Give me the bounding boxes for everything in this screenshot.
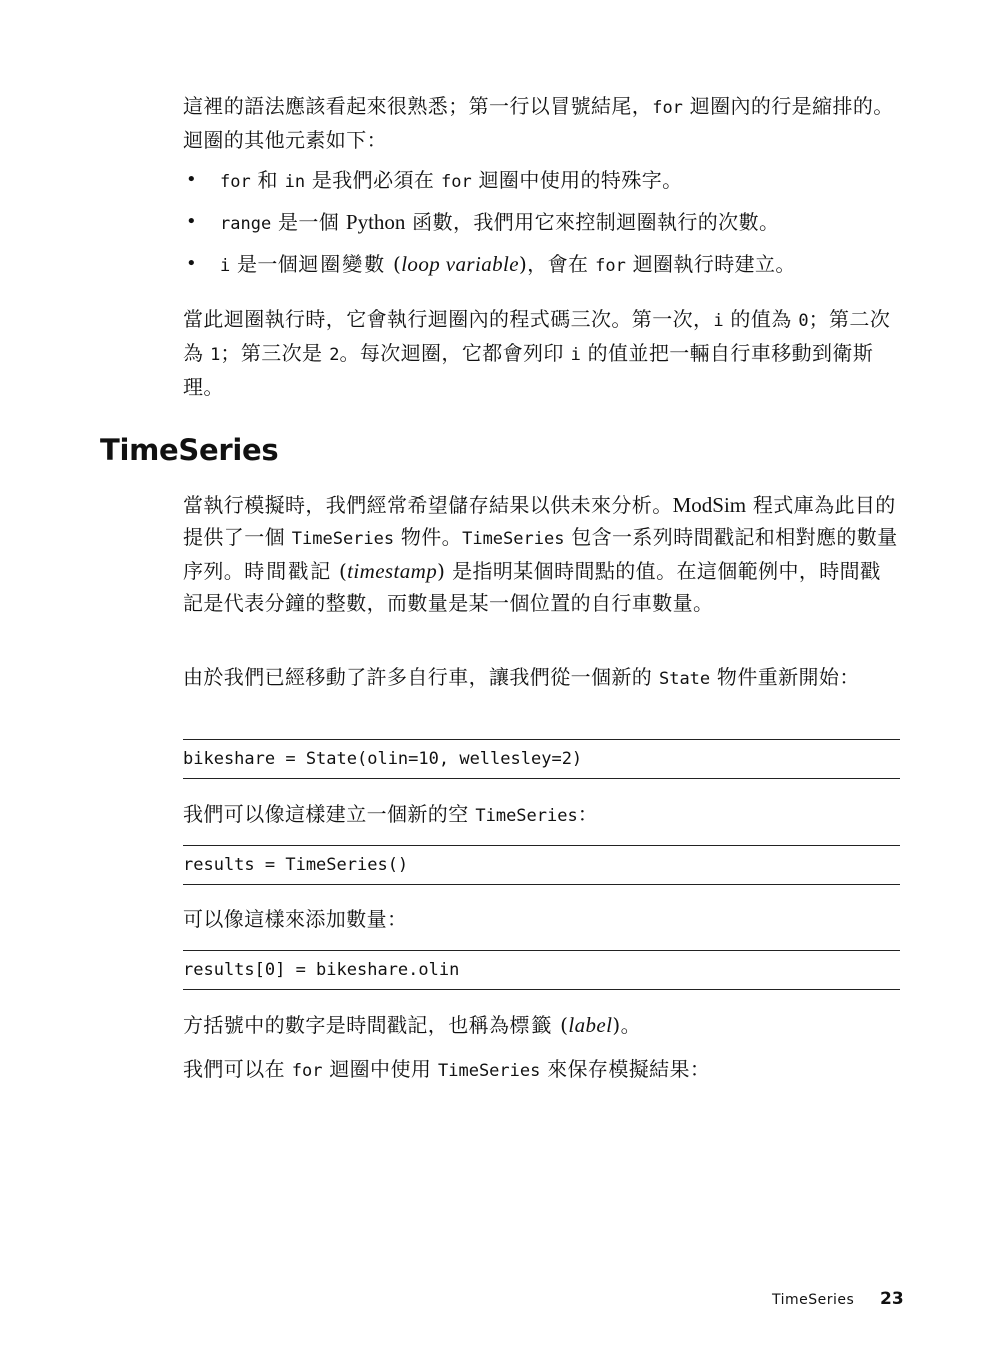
- text-run: ) 是指明某個時間點的值。在這個範例中，時間戳記是代表分鐘的整數，而數量是某一個位置的自行車數量。: [183, 559, 881, 615]
- inline-code: in: [284, 172, 306, 192]
- text-run: 的值並把一輛自行車移動到衛斯理。: [183, 341, 874, 399]
- text-run: )，會在: [518, 252, 596, 276]
- text-run: 是一個: [271, 210, 346, 234]
- text-run: 這裡的語法應該看起來很熟悉；第一行以冒號結尾，: [183, 94, 653, 118]
- inline-code: 1: [210, 345, 221, 365]
- intro-paragraph: [183, 90, 900, 156]
- code-block-results: results = TimeSeries(): [183, 845, 900, 885]
- inline-code: for: [220, 172, 251, 192]
- timeseries-intro-paragraph: [183, 489, 900, 619]
- inline-code: for: [291, 1061, 323, 1081]
- loop-run-paragraph: [183, 303, 900, 403]
- page-number: 23: [880, 1289, 904, 1309]
- bullet-icon: •: [186, 169, 198, 190]
- code-block-bikeshare: bikeshare = State(olin=10, wellesley=2): [183, 739, 900, 779]
- text-run: 函數，我們用它來控制迴圈執行的次數。: [405, 210, 780, 234]
- text-run: 和: [250, 168, 285, 192]
- english-term: label: [568, 1013, 613, 1037]
- text-run: 物件。: [394, 525, 463, 549]
- text-run: (: [386, 252, 402, 276]
- inline-code: i: [713, 311, 724, 331]
- term-emphasis: 時間戳記: [244, 559, 333, 583]
- list-item: [183, 248, 900, 282]
- text-run: 迴圈中使用: [322, 1057, 438, 1081]
- text-run: )。: [612, 1013, 641, 1037]
- text-run: 迴圈內的行是縮排的。迴圈的其他元素如下：: [183, 94, 894, 152]
- inline-code: 0: [798, 311, 809, 331]
- list-item: [183, 206, 900, 240]
- text-run: 由於我們已經移動了許多自行車，讓我們從一個新的: [183, 665, 659, 689]
- inline-code: range: [220, 214, 272, 234]
- text-run: 包含一系列時間戳記和相對應的數量序列。: [183, 525, 898, 583]
- add-quantity-paragraph: 可以像這樣來添加數量：: [183, 907, 408, 931]
- text-run: 我們可以在: [183, 1057, 292, 1081]
- term-emphasis: 標籤: [509, 1013, 554, 1037]
- inline-code: State: [658, 669, 711, 689]
- list-item: [183, 164, 900, 198]
- label-paragraph: [183, 1009, 900, 1041]
- bullet-icon: •: [186, 253, 198, 274]
- inline-code: for: [441, 172, 472, 192]
- inline-code: for: [652, 98, 683, 118]
- inline-code: 2: [329, 345, 340, 365]
- code-block-assign: results[0] = bikeshare.olin: [183, 950, 900, 990]
- text-run: 迴圈中使用的特殊字。: [471, 168, 683, 192]
- text-run: 程式庫為此目的提供了一個: [183, 493, 896, 549]
- text-run: ModSim: [672, 493, 747, 517]
- text-run: 物件重新開始：: [710, 665, 860, 689]
- text-run: 迴圈執行時建立。: [625, 252, 796, 276]
- text-run: 來保存模擬結果：: [540, 1057, 711, 1081]
- text-run: (: [332, 559, 348, 583]
- restart-paragraph: [183, 661, 900, 695]
- text-run: ；第二次為: [183, 307, 891, 365]
- inline-code: for: [595, 256, 626, 276]
- inline-code: TimeSeries: [462, 529, 565, 549]
- text-run: ；第三次是: [220, 341, 330, 365]
- text-run: 的值為: [723, 307, 799, 331]
- text-run: 我們可以像這樣建立一個新的空: [183, 802, 476, 826]
- text-run: ：: [577, 802, 599, 826]
- section-heading: TimeSeries: [100, 433, 279, 467]
- inline-code: TimeSeries: [438, 1061, 541, 1081]
- text-run: 。每次迴圈，它都會列印: [339, 341, 571, 365]
- bullet-icon: •: [186, 211, 198, 232]
- term-emphasis: 迴圈變數: [298, 252, 387, 276]
- english-term: timestamp: [347, 559, 438, 583]
- inline-code: i: [220, 256, 231, 276]
- text-run: (: [553, 1013, 569, 1037]
- running-footer-title: TimeSeries: [772, 1292, 855, 1308]
- text-run: 當執行模擬時，我們經常希望儲存結果以供未來分析。: [183, 493, 673, 517]
- loop-save-paragraph: [183, 1053, 900, 1087]
- inline-code: TimeSeries: [475, 806, 578, 826]
- text-run: 當此迴圈執行時，它會執行迴圈內的程式碼三次。第一次，: [183, 307, 714, 331]
- text-run: 是我們必須在: [305, 168, 442, 192]
- text-run: 方括號中的數字是時間戳記，也稱為: [183, 1013, 510, 1037]
- inline-code: i: [570, 345, 581, 365]
- text-run: Python: [345, 210, 406, 234]
- inline-code: TimeSeries: [291, 529, 395, 549]
- text-run: 是一個: [230, 252, 299, 276]
- empty-timeseries-paragraph: [183, 798, 900, 832]
- english-term: loop variable: [401, 252, 519, 276]
